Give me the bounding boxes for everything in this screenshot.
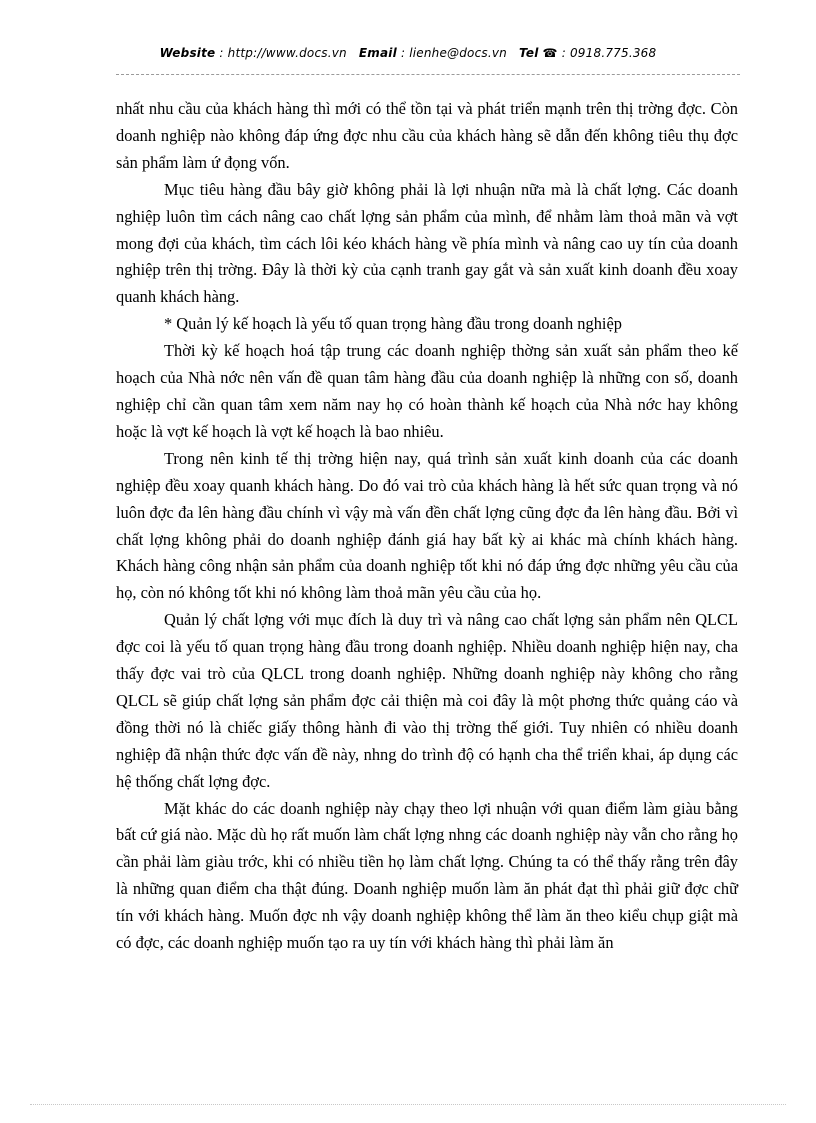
phone-icon: ☎ [542, 46, 558, 60]
paragraph-6: Mặt khác do các doanh nghiệp này chạy theo lợi nhuận với quan điểm làm giàu bằng bất cứ giá nào. Mặc dù họ rất muốn làm chất lợng nhng các doanh nghiệp này vẫn cho rằng họ cần phải làm giàu trớc, khi có nhiều tiền họ làm chất lợng. Chúng ta có thể thấy rằng trên đây là những quan điểm cha thật đúng. Doanh nghiệp muốn làm ăn phát đạt thì phải giữ đợc chữ tín với khách hàng. Muốn đợc nh vậy doanh nghiệp không thể làm ăn theo kiểu chụp giật mà có đợc, các doanh nghiệp muốn tạo ra uy tín với khách hàng thì phải làm ăn [116, 798, 738, 953]
header-divider [116, 74, 740, 75]
website-link[interactable]: : http://www.docs.vn [219, 46, 347, 60]
paragraph-5: Quản lý chất lợng với mục đích là duy trì và nâng cao chất lợng sản phẩm nên QLCL đợc coi là yếu tố quan trọng hàng đầu trong doanh nghiệp. Nhiều doanh nghiệp hiện nay, cha thấy đợc vai trò của QLCL trong doanh nghiệp. Những doanh nghiệp này không cho rằng QLCL sẽ giúp chất lợng sản phẩm đợc cải thiện mà coi đây là một phơng thức quảng cáo và đồng thời nó là chiếc giấy thông hành đi vào thị trờng thế giới. Tuy nhiên có nhiều doanh nghiệp đã nhận thức đợc vấn đề này, nhng do trình độ có hạnh cha thể triển khai, áp dụng các hệ thống chất lợng đợc. [116, 610, 738, 791]
website-label: Website [159, 46, 216, 60]
paragraph-3: Thời kỳ kế hoạch hoá tập trung các doanh nghiệp thờng sản xuất sản phẩm theo kế hoạch của Nhà nớc nên vấn đề quan tâm hàng đầu của doanh nghiệp là những con số, doanh nghiệp chỉ cần quan tâm xem năm nay họ có hoàn thành kế hoạch của Nhà nớc hay không hoặc là vợt kế hoạch là vợt kế hoạch là bao nhiêu. [116, 341, 738, 441]
tel-label: Tel [519, 46, 539, 60]
paragraph-2: Mục tiêu hàng đầu bây giờ không phải là lợi nhuận nữa mà là chất lợng. Các doanh nghiệp luôn tìm cách nâng cao chất lợng sản phẩm của mình, để nhằm làm thoả mãn và vợt mong đợi của khách, tìm cách lôi kéo khách hàng về phía mình và nâng cao uy tín của doanh nghiệp trên thị trờng. Đây là thời kỳ của cạnh tranh gay gắt và sản xuất kinh doanh đều xoay quanh khách hàng. [116, 179, 738, 307]
paragraph-1: nhất nhu cầu của khách hàng thì mới có thể tồn tại và phát triển mạnh trên thị trờng đợc. Còn doanh nghiệp nào không đáp ứng đợc nhu cầu của khách hàng sẽ dẫn đến không tiêu thụ đợc sản phẩm làm ứ đọng vốn. [116, 99, 738, 172]
paragraph-4: Trong nên kinh tế thị trờng hiện nay, quá trình sản xuất kinh doanh của các doanh nghiệp đều xoay quanh khách hàng. Do đó vai trò của khách hàng là hết sức quan trọng và nó luôn đợc đa lên hàng đầu chính vì vậy mà vấn đền chất lợng cũng đợc đa lên hàng đầu. Bởi vì chất lợng không phải do doanh nghiệp đánh giá hay bất kỳ ai khác mà chính khách hàng. Khách hàng công nhận sản phẩm của doanh nghiệp tốt khi nó đáp ứng đợc những yêu cầu của họ, còn nó không tốt khi nó không làm thoả mãn yêu cầu của họ. [116, 448, 738, 603]
email-link[interactable]: : lienhe@docs.vn [400, 46, 507, 60]
footer-divider [30, 1104, 786, 1105]
page-header [0, 46, 816, 60]
tel-value: : 0918.775.368 [561, 46, 657, 60]
document-body [116, 96, 738, 957]
email-label: Email [358, 46, 397, 60]
section-heading: * Quản lý kế hoạch là yếu tố quan trọng hàng đầu trong doanh nghiệp [164, 314, 622, 334]
